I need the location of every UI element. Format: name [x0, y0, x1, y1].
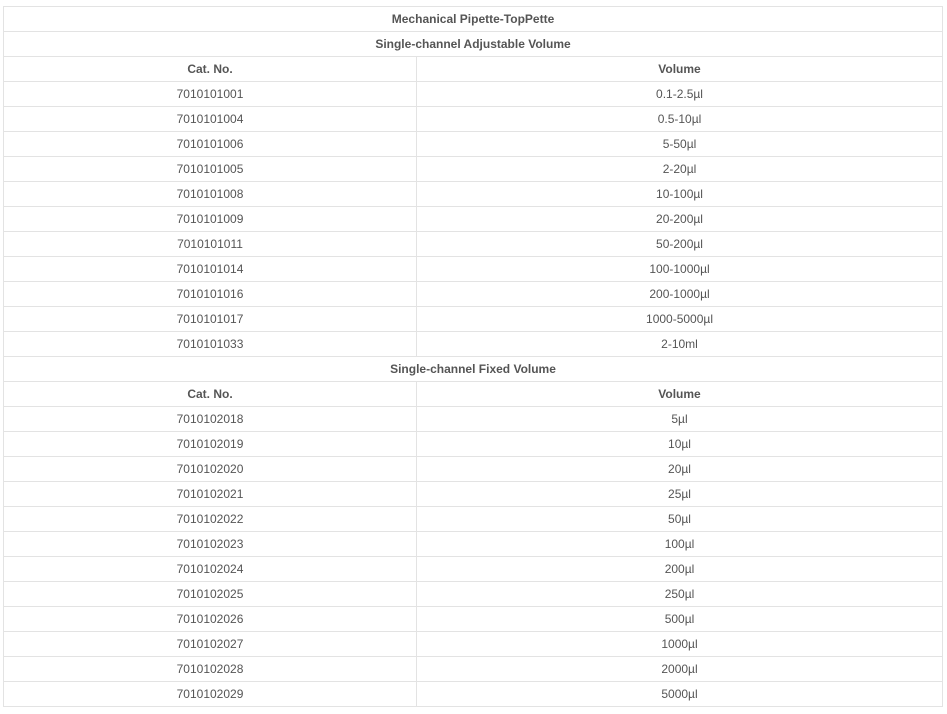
section-title: Single-channel Adjustable Volume [4, 32, 943, 57]
section-title: Single-channel Fixed Volume [4, 357, 943, 382]
table-row [4, 82, 943, 107]
pipette-product-table [3, 6, 943, 707]
cat-no-cell: 7010101014 [4, 257, 417, 282]
volume-cell: 5000µl [417, 682, 943, 707]
cat-no-cell: 7010101005 [4, 157, 417, 182]
volume-cell: 250µl [417, 582, 943, 607]
table-row [4, 207, 943, 232]
volume-cell: 200-1000µl [417, 282, 943, 307]
volume-cell: 0.1-2.5µl [417, 82, 943, 107]
volume-cell: 100µl [417, 532, 943, 557]
volume-cell: 0.5-10µl [417, 107, 943, 132]
column-header-row [4, 382, 943, 407]
cat-no-cell: 7010102023 [4, 532, 417, 557]
table-row [4, 532, 943, 557]
cat-no-cell: 7010102021 [4, 482, 417, 507]
table-title: Mechanical Pipette-TopPette [4, 7, 943, 32]
table-row [4, 107, 943, 132]
volume-cell: 2000µl [417, 657, 943, 682]
table-body [4, 7, 943, 707]
volume-cell: 100-1000µl [417, 257, 943, 282]
table-row [4, 182, 943, 207]
product-table-container [3, 6, 942, 707]
cat-no-cell: 7010101008 [4, 182, 417, 207]
table-row [4, 432, 943, 457]
table-row [4, 332, 943, 357]
volume-cell: 2-20µl [417, 157, 943, 182]
cat-no-cell: 7010102022 [4, 507, 417, 532]
table-row [4, 232, 943, 257]
volume-cell: 50µl [417, 507, 943, 532]
table-row [4, 657, 943, 682]
volume-cell: 25µl [417, 482, 943, 507]
cat-no-cell: 7010101033 [4, 332, 417, 357]
table-row [4, 407, 943, 432]
volume-cell: 20-200µl [417, 207, 943, 232]
table-row [4, 557, 943, 582]
table-row [4, 507, 943, 532]
table-row [4, 682, 943, 707]
cat-no-cell: 7010102026 [4, 607, 417, 632]
table-row [4, 257, 943, 282]
cat-no-cell: 7010102028 [4, 657, 417, 682]
section-title-row [4, 32, 943, 57]
section-title-row [4, 357, 943, 382]
cat-no-cell: 7010101011 [4, 232, 417, 257]
cat-no-cell: 7010101006 [4, 132, 417, 157]
volume-cell: 50-200µl [417, 232, 943, 257]
volume-cell: 1000-5000µl [417, 307, 943, 332]
cat-no-cell: 7010102025 [4, 582, 417, 607]
table-row [4, 457, 943, 482]
column-header-volume: Volume [417, 382, 943, 407]
table-row [4, 582, 943, 607]
volume-cell: 5-50µl [417, 132, 943, 157]
column-header-cat-no: Cat. No. [4, 382, 417, 407]
table-title-row [4, 7, 943, 32]
cat-no-cell: 7010101016 [4, 282, 417, 307]
cat-no-cell: 7010101001 [4, 82, 417, 107]
volume-cell: 500µl [417, 607, 943, 632]
column-header-cat-no: Cat. No. [4, 57, 417, 82]
cat-no-cell: 7010101009 [4, 207, 417, 232]
cat-no-cell: 7010101004 [4, 107, 417, 132]
column-header-volume: Volume [417, 57, 943, 82]
volume-cell: 1000µl [417, 632, 943, 657]
cat-no-cell: 7010102029 [4, 682, 417, 707]
cat-no-cell: 7010102024 [4, 557, 417, 582]
volume-cell: 5µl [417, 407, 943, 432]
cat-no-cell: 7010102019 [4, 432, 417, 457]
table-row [4, 632, 943, 657]
table-row [4, 282, 943, 307]
cat-no-cell: 7010102027 [4, 632, 417, 657]
cat-no-cell: 7010102018 [4, 407, 417, 432]
column-header-row [4, 57, 943, 82]
cat-no-cell: 7010101017 [4, 307, 417, 332]
volume-cell: 10µl [417, 432, 943, 457]
table-row [4, 132, 943, 157]
table-row [4, 157, 943, 182]
volume-cell: 20µl [417, 457, 943, 482]
table-row [4, 307, 943, 332]
volume-cell: 200µl [417, 557, 943, 582]
cat-no-cell: 7010102020 [4, 457, 417, 482]
volume-cell: 10-100µl [417, 182, 943, 207]
table-row [4, 607, 943, 632]
table-row [4, 482, 943, 507]
volume-cell: 2-10ml [417, 332, 943, 357]
